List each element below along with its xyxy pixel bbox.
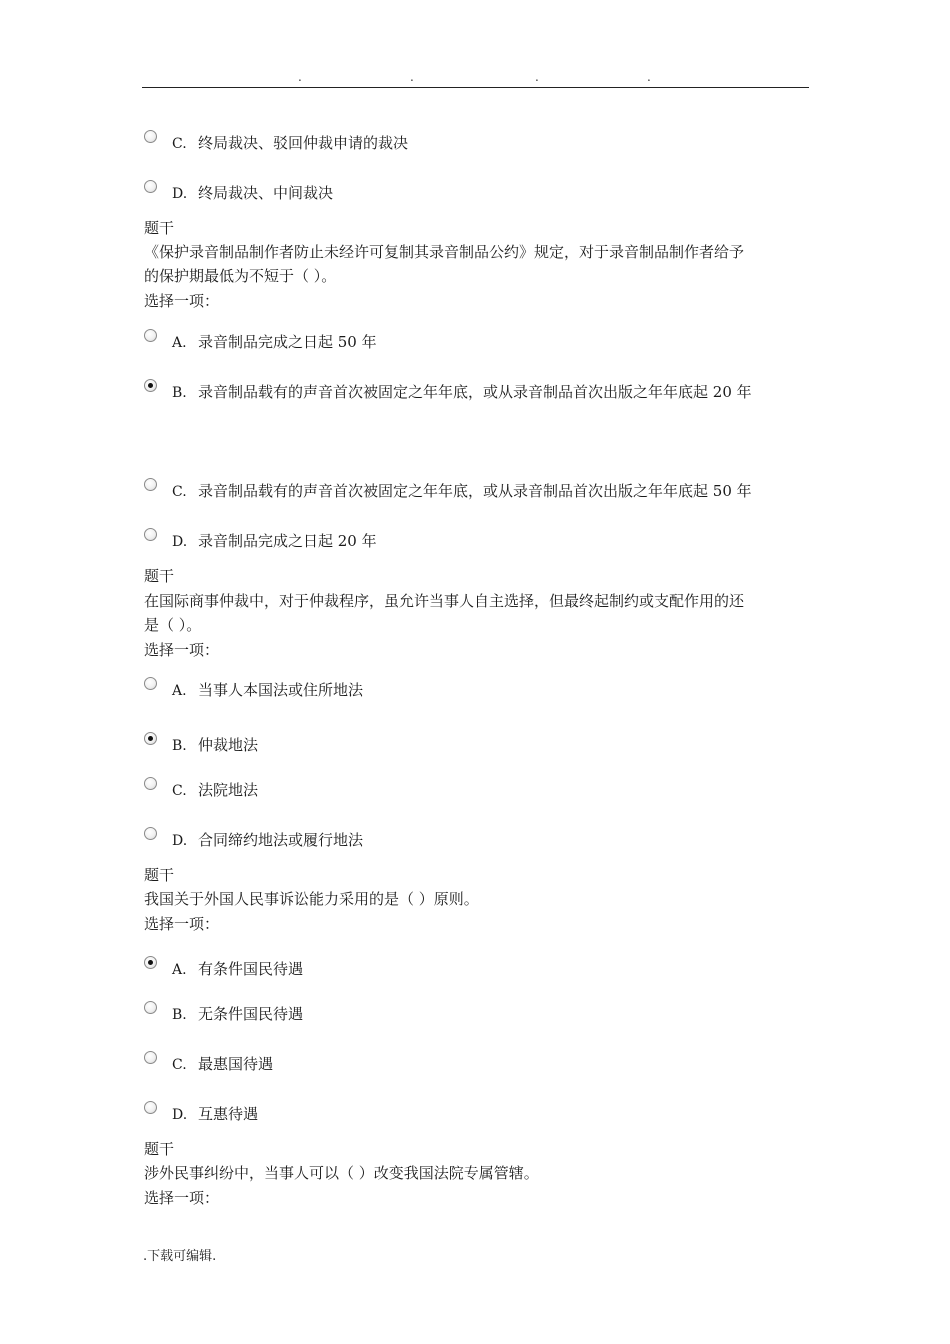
option-text: 最惠国待遇 <box>198 1055 274 1073</box>
option-b[interactable] <box>144 732 814 758</box>
radio-unchecked-icon[interactable] <box>144 1051 157 1064</box>
header-dot: . <box>647 70 651 84</box>
option-text: 有条件国民待遇 <box>198 960 304 978</box>
radio-unchecked-icon[interactable] <box>144 478 157 491</box>
option-text: 无条件国民待遇 <box>198 1005 304 1023</box>
option-c[interactable] <box>144 777 814 803</box>
radio-unchecked-icon[interactable] <box>144 528 157 541</box>
option-a[interactable] <box>144 956 814 982</box>
choose-label: 选择一项： <box>144 1189 220 1207</box>
option-letter: A. <box>172 335 187 351</box>
option-text: 录音制品完成之日起 20 年 <box>198 532 377 550</box>
option-letter: B. <box>172 1007 187 1023</box>
footer-note: .下载可编辑. <box>143 1249 217 1264</box>
radio-unchecked-icon[interactable] <box>144 329 157 342</box>
option-letter: C. <box>172 783 187 799</box>
option-text: 法院地法 <box>198 781 259 799</box>
radio-unchecked-icon[interactable] <box>144 677 157 690</box>
option-d[interactable] <box>144 528 814 554</box>
option-text: 终局裁决、驳回仲裁申请的裁决 <box>198 134 409 152</box>
header-dot: . <box>410 70 414 84</box>
radio-unchecked-icon[interactable] <box>144 1101 157 1114</box>
radio-checked-icon[interactable] <box>144 379 157 392</box>
option-text: 互惠待遇 <box>198 1105 259 1123</box>
option-text: 合同缔约地法或履行地法 <box>198 831 364 849</box>
option-a[interactable] <box>144 329 814 355</box>
radio-unchecked-icon[interactable] <box>144 1001 157 1014</box>
option-text: 录音制品载有的声音首次被固定之年年底，或从录音制品首次出版之年年底起 50 年 <box>198 482 752 500</box>
radio-unchecked-icon[interactable] <box>144 777 157 790</box>
header-rule <box>142 87 809 88</box>
option-c[interactable] <box>144 130 814 156</box>
option-letter: B. <box>172 385 187 401</box>
header-dot: . <box>535 70 539 84</box>
choose-label: 选择一项： <box>144 292 220 310</box>
radio-checked-icon[interactable] <box>144 732 157 745</box>
option-letter: B. <box>172 738 187 754</box>
radio-checked-icon[interactable] <box>144 956 157 969</box>
choose-label: 选择一项： <box>144 915 220 933</box>
option-letter: C. <box>172 1057 187 1073</box>
option-letter: D. <box>172 833 188 849</box>
radio-unchecked-icon[interactable] <box>144 130 157 143</box>
option-letter: D. <box>172 534 188 550</box>
option-letter: A. <box>172 683 187 699</box>
option-text: 当事人本国法或住所地法 <box>198 681 364 699</box>
stem-label: 题干 <box>144 866 175 884</box>
option-d[interactable] <box>144 827 814 853</box>
stem-label: 题干 <box>144 567 175 585</box>
radio-unchecked-icon[interactable] <box>144 180 157 193</box>
stem-text-line: 《保护录音制品制作者防止未经许可复制其录音制品公约》规定，对于录音制品制作者给予 <box>144 243 745 261</box>
radio-unchecked-icon[interactable] <box>144 827 157 840</box>
header-dots <box>140 70 810 88</box>
stem-text-line: 涉外民事纠纷中，当事人可以（ ）改变我国法院专属管辖。 <box>144 1164 539 1182</box>
option-letter: C. <box>172 136 187 152</box>
option-text: 录音制品完成之日起 50 年 <box>198 333 377 351</box>
option-letter: D. <box>172 1107 188 1123</box>
header-dot: . <box>298 70 302 84</box>
option-text: 仲裁地法 <box>198 736 259 754</box>
option-c[interactable] <box>144 478 814 504</box>
option-letter: A. <box>172 962 187 978</box>
option-c[interactable] <box>144 1051 814 1077</box>
stem-text-line: 的保护期最低为不短于（ ）。 <box>144 267 337 285</box>
choose-label: 选择一项： <box>144 641 220 659</box>
stem-text-line: 是（ ）。 <box>144 616 202 634</box>
stem-text-line: 在国际商事仲裁中，对于仲裁程序，虽允许当事人自主选择，但最终起制约或支配作用的还 <box>144 592 745 610</box>
stem-label: 题干 <box>144 219 175 237</box>
stem-text-line: 我国关于外国人民事诉讼能力采用的是（ ）原则。 <box>144 890 479 908</box>
option-text: 录音制品载有的声音首次被固定之年年底，或从录音制品首次出版之年年底起 20 年 <box>198 383 752 401</box>
option-letter: D. <box>172 186 188 202</box>
stem-label: 题干 <box>144 1140 175 1158</box>
option-b[interactable] <box>144 1001 814 1027</box>
option-d[interactable] <box>144 1101 814 1127</box>
option-d[interactable] <box>144 180 814 206</box>
option-text: 终局裁决、中间裁决 <box>198 184 334 202</box>
option-b[interactable] <box>144 379 814 405</box>
option-letter: C. <box>172 484 187 500</box>
option-a[interactable] <box>144 677 814 703</box>
